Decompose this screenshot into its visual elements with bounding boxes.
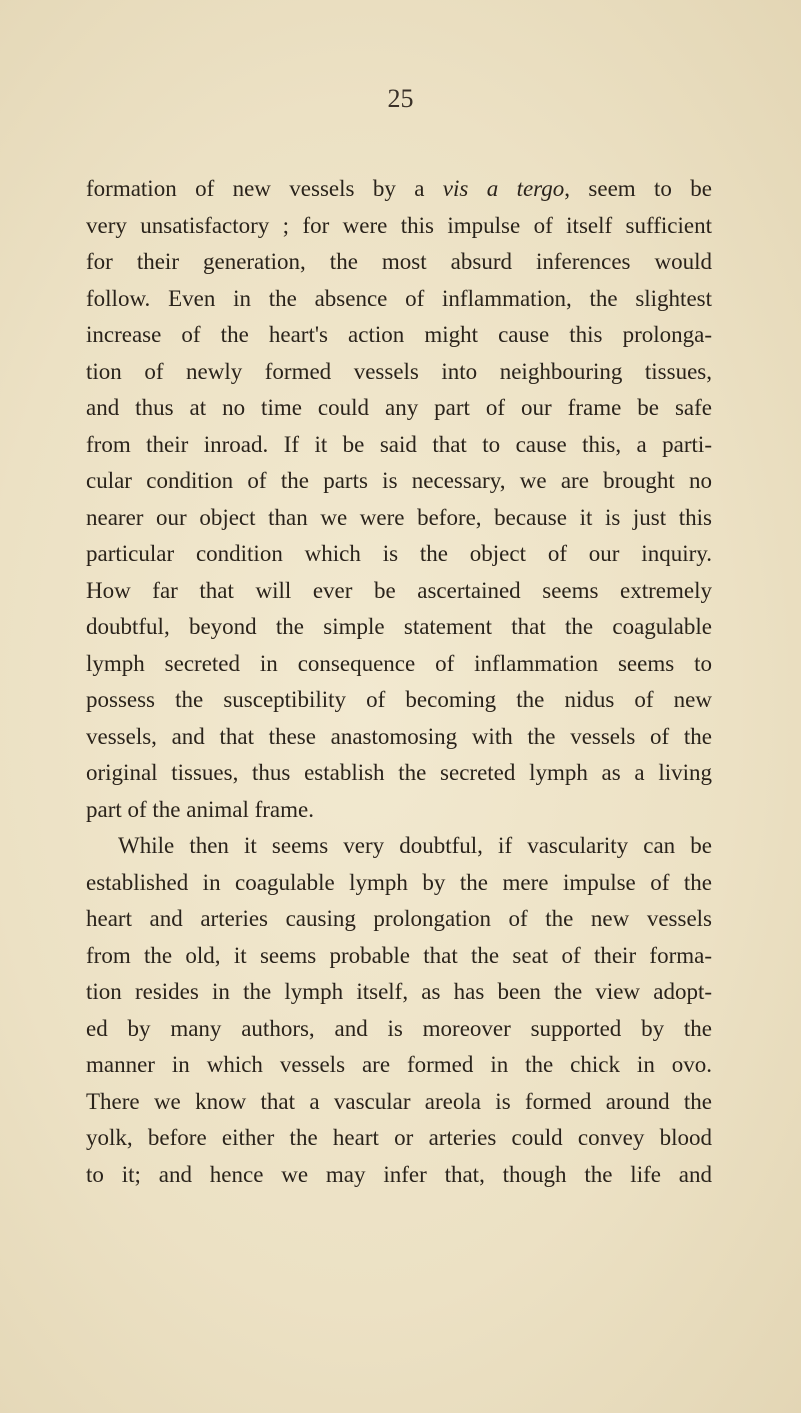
text-line: There we know that a vascular areola is formed around the — [86, 1088, 712, 1114]
text-line: doubtful, beyond the simple statement that the coagulable — [86, 614, 712, 639]
text-line: manner in which vessels are formed in the chick in ovo. — [86, 1052, 712, 1077]
text-line: established in coagulable lymph by the mere impulse of the — [86, 869, 712, 895]
text-line: from their inroad. If it be said that to cause this, a parti- — [86, 431, 712, 457]
text-line: ed by many authors, and is moreover supported by the — [86, 1015, 712, 1041]
text-line: cular condition of the parts is necessary, we are brought no — [86, 468, 712, 493]
text-line: tion of newly formed vessels into neighbouring tissues, — [86, 358, 712, 384]
text-line: formation of new vessels by a vis a tergo, seem to be — [86, 176, 712, 201]
paragraph — [86, 828, 712, 1193]
text-line: While then it seems very doubtful, if vascularity can be — [118, 833, 712, 858]
text-line: and thus at no time could any part of our frame be safe — [86, 395, 712, 420]
text-line: tion resides in the lymph itself, as has been the view adopt- — [86, 979, 712, 1004]
latin-phrase: vis a tergo — [442, 176, 565, 201]
paragraph — [86, 171, 712, 828]
text-line: original tissues, thus establish the secreted lymph as a living — [86, 760, 712, 785]
text-line: heart and arteries causing prolongation of the new vessels — [86, 906, 712, 931]
text-line: yolk, before either the heart or arteries could convey blood — [86, 1125, 712, 1150]
text-line: How far that will ever be ascertained seems extremely — [86, 577, 712, 603]
text-line: for their generation, the most absurd inferences would — [86, 249, 712, 274]
page-number: 25 — [387, 84, 414, 113]
text-line: lymph secreted in consequence of inflammation seems to — [86, 650, 712, 676]
body-text — [86, 171, 712, 1193]
text-line: part of the animal frame. — [86, 796, 314, 822]
text-line: increase of the heart's action might cause this prolonga- — [86, 322, 712, 347]
text-line: very unsatisfactory ; for were this impulse of itself sufficient — [86, 212, 712, 238]
text-line: follow. Even in the absence of inflammation, the slightest — [86, 285, 712, 311]
text-line: nearer our object than we were before, because it is just this — [86, 504, 712, 530]
text-line: vessels, and that these anastomosing with the vessels of the — [86, 723, 712, 749]
text-line: possess the susceptibility of becoming the nidus of new — [86, 687, 712, 712]
text-line: to it; and hence we may infer that, though the life and — [86, 1161, 712, 1187]
text-line: particular condition which is the object of our inquiry. — [86, 541, 712, 566]
text-line: from the old, it seems probable that the seat of their forma- — [86, 942, 712, 968]
